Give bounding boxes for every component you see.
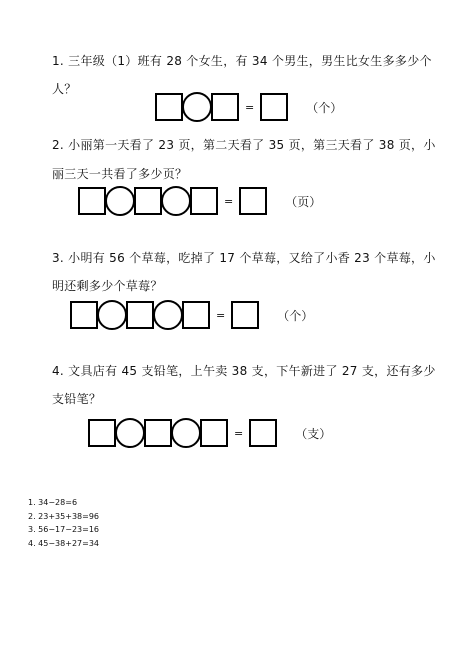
answer-box[interactable] — [211, 93, 239, 121]
unit-label: （页） — [285, 194, 322, 209]
unit-label: （支） — [295, 426, 332, 441]
answer-box[interactable] — [200, 419, 228, 447]
operator-circle[interactable] — [182, 92, 212, 122]
operator-circle[interactable] — [105, 186, 135, 216]
operator-circle[interactable] — [171, 418, 201, 448]
answer-key-item: 4. 45−38+27=34 — [28, 538, 100, 548]
question-2-equation — [78, 186, 321, 216]
unit-label: （个） — [277, 308, 314, 323]
answer-box[interactable] — [88, 419, 116, 447]
answer-box[interactable] — [182, 301, 210, 329]
equals-sign: = — [216, 308, 226, 322]
answer-box[interactable] — [190, 187, 218, 215]
operator-circle[interactable] — [153, 300, 183, 330]
answer-key — [28, 496, 99, 550]
answer-key-item: 2. 23+35+38=96 — [28, 511, 100, 521]
result-box[interactable] — [239, 187, 267, 215]
question-2-text-line1: 2. 小丽第一天看了 23 页，第二天看了 35 页，第三天看了 38 页，小 — [52, 138, 436, 152]
answer-box[interactable] — [70, 301, 98, 329]
answer-key-item: 1. 34−28=6 — [28, 498, 78, 507]
answer-key-item: 3. 56−17−23=16 — [28, 525, 100, 534]
question-4-equation — [88, 418, 331, 448]
operator-circle[interactable] — [115, 418, 145, 448]
question-1-equation — [155, 92, 342, 122]
question-2-text-line2: 丽三天一共看了多少页？ — [52, 167, 188, 181]
question-3-equation — [70, 300, 313, 330]
unit-label: （个） — [306, 100, 343, 115]
result-box[interactable] — [231, 301, 259, 329]
answer-box[interactable] — [78, 187, 106, 215]
result-box[interactable] — [260, 93, 288, 121]
question-4-text-line1: 4. 文具店有 45 支铅笔，上午卖 38 支，下午新进了 27 支，还有多少 — [52, 364, 436, 378]
operator-circle[interactable] — [161, 186, 191, 216]
question-3-text-line2: 明还剩多少个草莓？ — [52, 279, 163, 293]
question-4-text-line2: 支铅笔？ — [52, 392, 102, 406]
answer-box[interactable] — [144, 419, 172, 447]
operator-circle[interactable] — [97, 300, 127, 330]
equals-sign: = — [224, 194, 234, 208]
answer-box[interactable] — [126, 301, 154, 329]
answer-box[interactable] — [134, 187, 162, 215]
answer-box[interactable] — [155, 93, 183, 121]
question-3-text-line1: 3. 小明有 56 个草莓，吃掉了 17 个草莓，又给了小香 23 个草莓，小 — [52, 251, 436, 265]
question-1-text-line2: 人？ — [52, 82, 77, 96]
equals-sign: = — [245, 100, 255, 114]
question-1-text-line1: 1. 三年级（1）班有 28 个女生，有 34 个男生，男生比女生多多少个 — [52, 54, 432, 68]
result-box[interactable] — [249, 419, 277, 447]
equals-sign: = — [234, 426, 244, 440]
